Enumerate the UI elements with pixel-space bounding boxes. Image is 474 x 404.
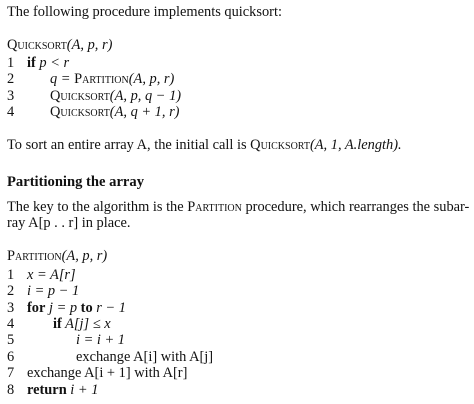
line-number: 8 bbox=[7, 382, 15, 398]
line-number: 1 bbox=[7, 267, 15, 283]
paragraph-line-1 bbox=[7, 199, 469, 215]
code-text: x = A[r] bbox=[27, 267, 76, 283]
intro-text: The following procedure implements quicksort: bbox=[7, 4, 282, 20]
paragraph-text: The key to the algorithm is the bbox=[7, 199, 188, 215]
partition-args: (A, p, r) bbox=[61, 248, 108, 264]
line-number: 1 bbox=[7, 55, 15, 71]
keyword: to bbox=[80, 300, 93, 316]
call-args: (A, q + 1, r) bbox=[109, 104, 180, 120]
code-text: A[j] ≤ x bbox=[61, 316, 111, 332]
code-text: j = p bbox=[45, 300, 81, 316]
line-number: 2 bbox=[7, 71, 15, 87]
paragraph-text: procedure, which rearranges the subar- bbox=[241, 199, 470, 215]
quicksort-header bbox=[7, 37, 112, 53]
call-name: Quicksort bbox=[50, 104, 110, 120]
keyword: if bbox=[27, 55, 36, 71]
code-text: r − 1 bbox=[92, 300, 126, 316]
line-number: 3 bbox=[7, 300, 15, 316]
initial-call-name: Quicksort bbox=[250, 137, 310, 153]
quicksort-args: (A, p, r) bbox=[66, 37, 113, 53]
code-text: p < r bbox=[35, 55, 70, 71]
code-text: exchange A[i] with A[j] bbox=[76, 349, 214, 365]
partition-name: Partition bbox=[7, 248, 62, 264]
call-name: Partition bbox=[74, 71, 129, 87]
line-number: 4 bbox=[7, 104, 15, 120]
section-heading: Partitioning the array bbox=[7, 174, 144, 190]
line-number: 3 bbox=[7, 88, 15, 104]
code-text: i = i + 1 bbox=[76, 332, 126, 348]
paragraph-line-2: ray A[p . . r] in place. bbox=[7, 215, 131, 231]
quicksort-name: Quicksort bbox=[7, 37, 67, 53]
code-text: q = bbox=[50, 71, 75, 87]
initial-call-text bbox=[7, 137, 402, 153]
call-args: (A, p, r) bbox=[128, 71, 175, 87]
code-text: exchange A[i + 1] with A[r] bbox=[27, 365, 188, 381]
line-number: 4 bbox=[7, 316, 15, 332]
keyword: for bbox=[27, 300, 46, 316]
line-number: 6 bbox=[7, 349, 15, 365]
initial-call-before: To sort an entire array A, the initial call is bbox=[7, 137, 251, 153]
keyword: if bbox=[53, 316, 62, 332]
initial-call-args: (A, 1, A.length). bbox=[309, 137, 402, 153]
keyword: return bbox=[27, 382, 67, 398]
line-number: 7 bbox=[7, 365, 15, 381]
code-text: i + 1 bbox=[66, 382, 99, 398]
line-number: 5 bbox=[7, 332, 15, 348]
call-name: Quicksort bbox=[50, 88, 110, 104]
code-text: i = p − 1 bbox=[27, 283, 80, 299]
call-args: (A, p, q − 1) bbox=[109, 88, 182, 104]
partition-header bbox=[7, 248, 107, 264]
partition-mention: Partition bbox=[187, 199, 242, 215]
line-number: 2 bbox=[7, 283, 15, 299]
